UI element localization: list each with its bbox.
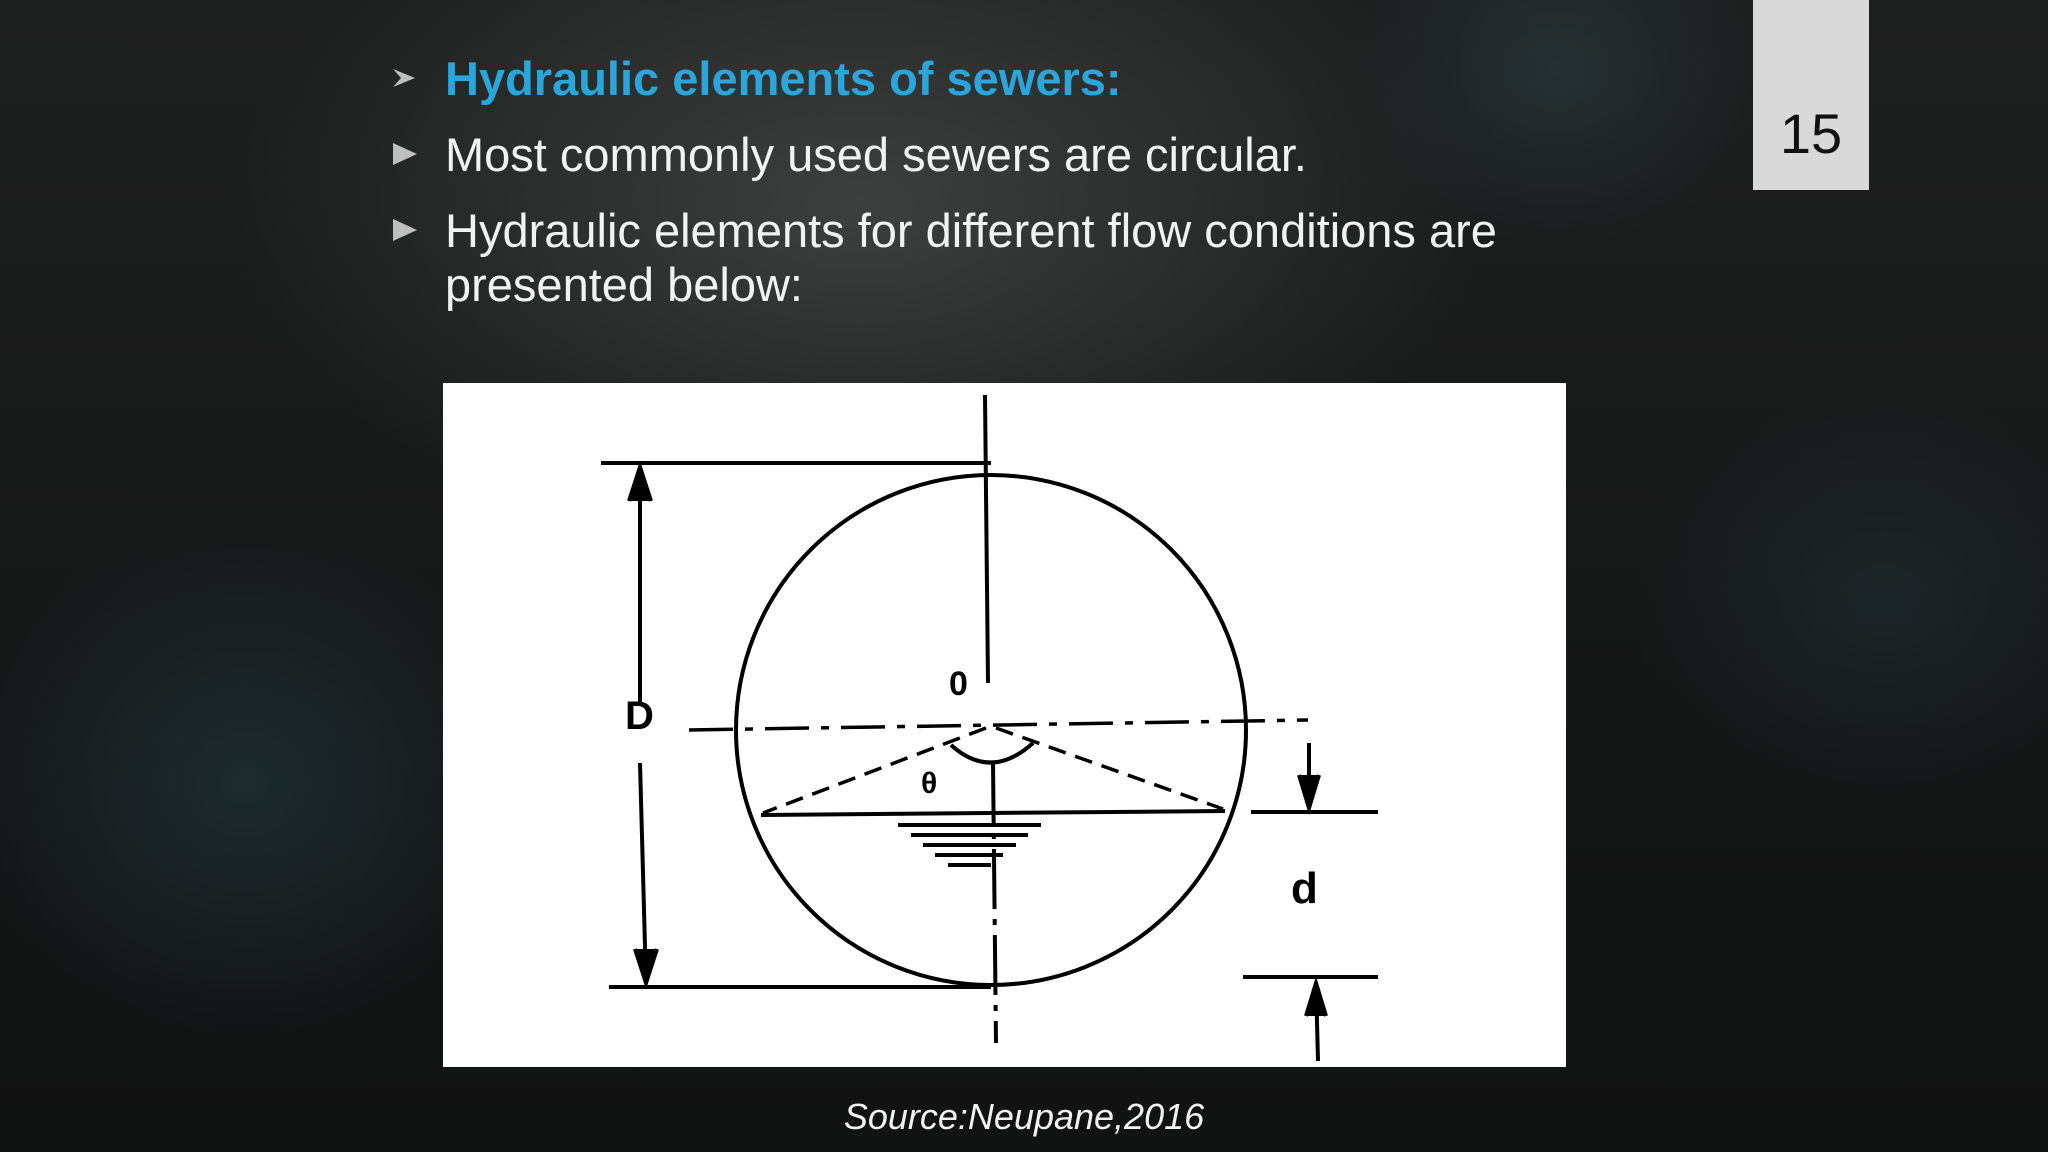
open-arrow-icon	[388, 62, 420, 94]
angle-arc	[951, 743, 1033, 763]
bullet-heading	[388, 52, 1628, 106]
depth-label: d	[1291, 864, 1318, 913]
sewer-cross-section-figure	[443, 383, 1566, 1067]
page-number-box	[1753, 0, 1869, 190]
water-surface-line	[761, 811, 1225, 815]
radius-right	[996, 728, 1223, 809]
depth-arrow-bottom	[1306, 983, 1326, 1016]
diameter-arrow-top	[629, 467, 651, 501]
sewer-cross-section-diagram	[443, 383, 1566, 1067]
bullet-item	[388, 128, 1628, 182]
center-label: 0	[949, 665, 968, 703]
source-caption: Source:Neupane,2016	[843, 1096, 1205, 1137]
bullet-item	[388, 204, 1628, 312]
depth-arrow-top	[1299, 775, 1319, 808]
radius-left	[763, 728, 986, 813]
bullet-text: Hydraulic elements of sewers:	[445, 52, 1122, 105]
vertical-centerline-lower	[993, 763, 996, 1043]
bullet-list	[388, 52, 1628, 334]
triangle-icon	[388, 138, 420, 170]
diameter-arrow-bottom	[635, 949, 657, 983]
bullet-text: Hydraulic elements for different flow conditions are presented below:	[445, 204, 1497, 311]
triangle-icon	[388, 214, 420, 246]
diameter-label: D	[625, 694, 654, 738]
pipe-circle	[736, 475, 1246, 985]
vertical-centerline	[985, 395, 988, 683]
page-number: 15	[1779, 102, 1843, 165]
angle-label: θ	[921, 767, 938, 800]
bullet-text: Most commonly used sewers are circular.	[445, 128, 1307, 181]
